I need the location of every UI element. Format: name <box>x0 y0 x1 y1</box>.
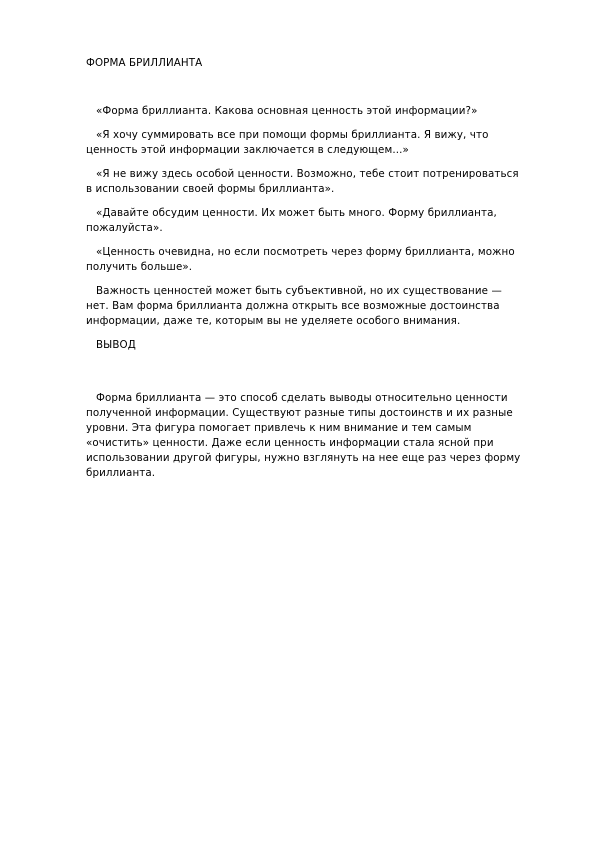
paragraph-no-value: «Я не вижу здесь особой ценности. Возможно, тебе стоит потренироваться в использовании своей формы бриллианта». <box>86 168 519 195</box>
paragraph-question: «Форма бриллианта. Какова основная ценность этой информации?» <box>96 105 478 117</box>
paragraph-obvious-value: «Ценность очевидна, но если посмотреть через форму бриллианта, можно получить больше». <box>86 246 515 273</box>
conclusion-text: Форма бриллианта — это способ сделать выводы относительно ценности полученной информации. Существуют разные типы достоинств и их разные уровни. Эта фигура помогает привлечь к ним внимание и тем самым «очистить» ценности. Даже если ценность информации стала ясной при использовании другой фигуры, нужно взглянуть на нее еще раз через форму бриллианта. <box>86 392 521 479</box>
paragraph-discuss: «Давайте обсудим ценности. Их может быть много. Форму бриллианта, пожалуйста». <box>86 207 497 234</box>
document-title: ФОРМА БРИЛЛИАНТА <box>86 57 203 69</box>
document-page <box>86 56 526 490</box>
paragraph-importance: Важность ценностей может быть субъективной, но их существование — нет. Вам форма бриллианта должна открыть все возможные достоинства информации, даже те, которым вы не уделяете особого внимания. <box>86 285 502 327</box>
section-spacer <box>86 362 526 391</box>
conclusion-heading: ВЫВОД <box>96 339 136 351</box>
paragraph-summary: «Я хочу суммировать все при помощи формы бриллианта. Я вижу, что ценность этой информации заключается в следующем...» <box>86 129 489 156</box>
